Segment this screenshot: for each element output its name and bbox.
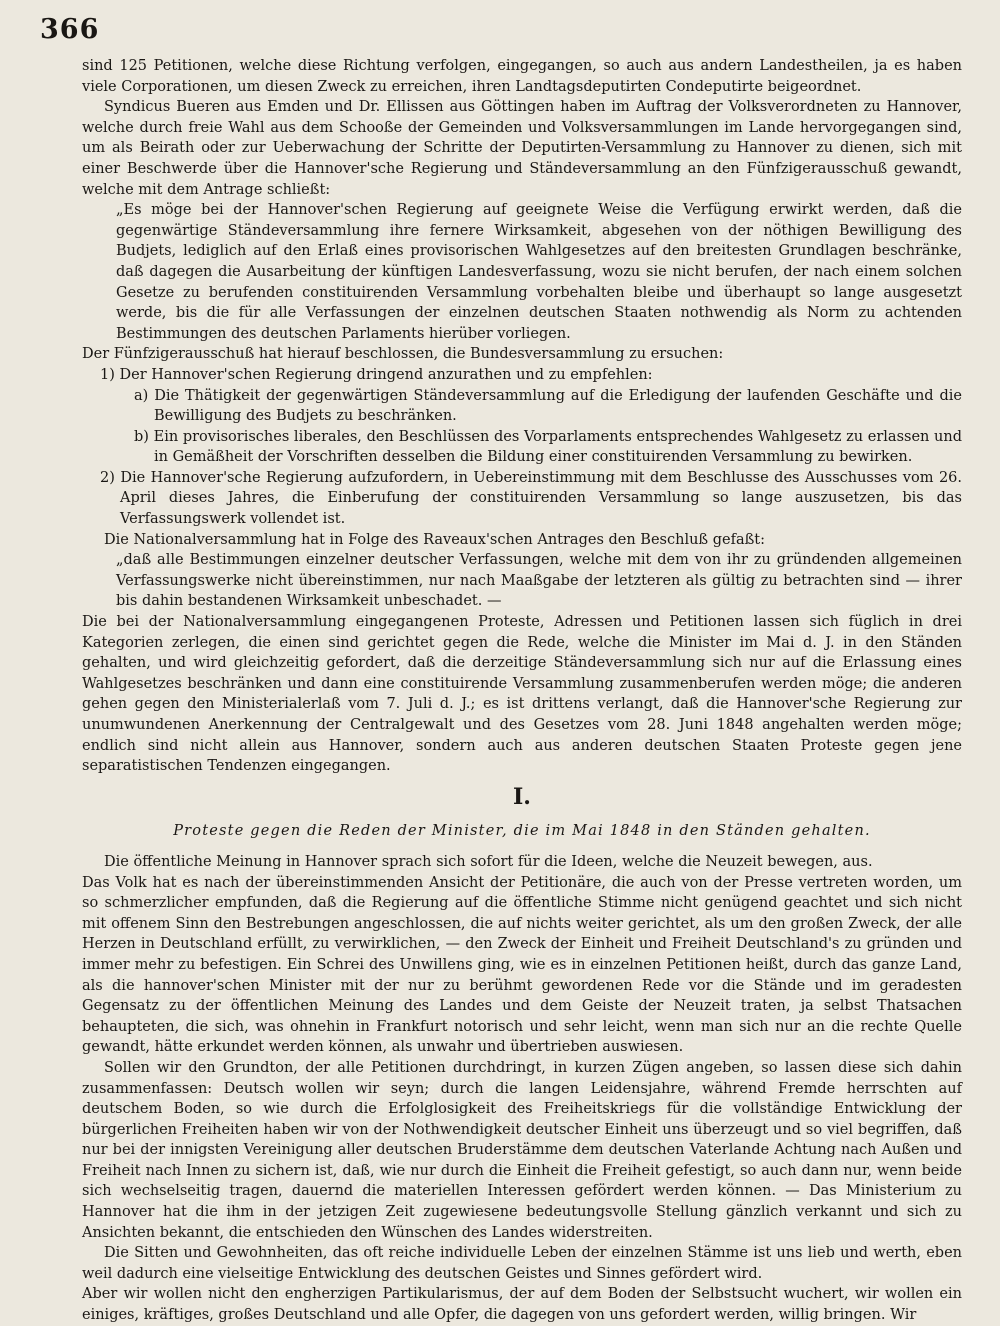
quote-motion: „Es möge bei der Hannover'schen Regierung auf geeignete Weise die Verfügung erwirkt werden, daß die gegenwärtige Ständeversammlung ihre fernere Wirksamkeit, abgesehen von der nöthigen Bewilligung des Budjets, lediglich auf den Erlaß eines provisorischen Wahlgesetzes auf den breitesten Grundlagen beschränke, daß dagegen die Ausarbeitung der künftigen Landesverfassung, wozu sie nicht berufen, der nach einem solchen Gesetze zu berufenden constituirenden Versammlung vorbehalten bleibe und überhaupt so lange ausgesetzt werde, bis die für alle Verfassungen der einzelnen deutschen Staaten nothwendig als Norm zu achtenden Bestimmungen des deutschen Parlaments hierüber vorliegen. (116, 202, 962, 342)
paragraph-continuation: sind 125 Petitionen, welche diese Richtung verfolgen, eingegangen, so auch aus andern Landestheilen, ja es haben viele Corporationen, um diesen Zweck zu erreichen, ihren Landtagsdeputirten Condeputirte beigeordnet. (82, 58, 962, 95)
body-text (82, 56, 962, 1326)
paragraph-closing: Aber wir wollen nicht den engherzigen Partikularismus, der auf dem Boden der Selbstsucht wuchert, wir wollen ein einiges, kräftiges, großes Deutschland und alle Opfer, die dagegen von uns gefordert werden, willig bringen. Wir (82, 1286, 962, 1324)
page-number: 366 (40, 14, 100, 45)
list-item-1b: b) Ein provisorisches liberales, den Beschlüssen des Vorparlaments entsprechendes Wahlgesetz zu erlassen und in Gemäßheit der Vorschriften desselben die Bildung einer constituirenden Versammlung zu bewirken. (134, 428, 962, 466)
list-item-1: 1) Der Hannover'schen Regierung dringend anzurathen und zu empfehlen: (100, 366, 653, 383)
quote-resolution: „daß alle Bestimmungen einzelner deutscher Verfassungen, welche mit dem von ihr zu gründenden allgemeinen Verfassungswerke nicht übereinstimmen, nur nach Maaßgabe der letzteren als gültig zu betrachten sind — ihrer bis dahin bestandenen Wirksamkeit unbeschadet. — (116, 552, 962, 610)
paragraph-committee-resolution: Der Fünfzigerausschuß hat hierauf beschlossen, die Bundesversammlung zu ersuchen: (82, 346, 724, 363)
paragraph-complaint: Syndicus Bueren aus Emden und Dr. Ellissen aus Göttingen haben im Auftrag der Volksverordneten zu Hannover, welche durch freie Wahl aus dem Schooße der Gemeinden und Volksversammlungen im Lande hervorgegangen sind, um als Beirath oder zur Ueberwachung der Schritte der Deputirten-Versammlung zu Hannover zu dienen, sich mit einer Beschwerde über die Hannover'sche Regierung und Ständeversammlung an den Fünfzigerausschuß gewandt, welche mit dem Antrage schließt: (82, 99, 962, 198)
paragraph-customs: Die Sitten und Gewohnheiten, das oft reiche individuelle Leben der einzelnen Stämme ist uns lieb und werth, eben weil dadurch eine vielseitige Entwicklung des deutschen Geistes und Sinnes gefördert wird. (82, 1245, 962, 1282)
paragraph-people: Das Volk hat es nach der übereinstimmenden Ansicht der Petitionäre, die auch von der Presse vertreten worden, um so schmerzlicher empfunden, daß die Regierung auf die öffentliche Stimme nicht genügend geachtet und sich nicht mit offenem Sinn den Bestrebungen angeschlossen, die auf nichts weiter gerichtet, als um den großen Zweck, der alle Herzen in Deutschland erfüllt, zu verwirklichen, — den Zweck der Einheit und Freiheit Deutschland's zu gründen und immer mehr zu befestigen. Ein Schrei des Unwillens ging, wie es in einzelnen Petitionen heißt, durch das ganze Land, als die hannover'schen Minister mit der nur zu berühmt gewordenen Rede vor die Stände und im geradesten Gegensatz zu der öffentlichen Meinung des Landes und dem Geiste der Neuzeit traten, ja selbst Thatsachen behaupteten, die sich, was ohnehin in Frankfurt notorisch und sehr leicht, wenn man sich nur an die rechte Quelle gewandt, hätte erkundet werden können, als unwahr und übertrieben auswiesen. (82, 874, 962, 1056)
paragraph-public-opinion: Die öffentliche Meinung in Hannover sprach sich sofort für die Ideen, welche die Neuzeit bewegen, aus. (104, 853, 873, 870)
paragraph-national-assembly: Die Nationalversammlung hat in Folge des Raveaux'schen Antrages den Beschluß gefaßt: (104, 531, 765, 548)
paragraph-categories: Die bei der Nationalversammlung eingegangenen Proteste, Adressen und Petitionen lassen sich füglich in drei Kategorien zerlegen, die einen sind gerichtet gegen die Rede, welche die Minister im Mai d. J. in den Ständen gehalten, und wird gleichzeitig gefordert, daß die derzeitige Ständeversammlung sich nur auf die Erlassung eines Wahlgesetzes beschränken und dann eine constituirende Versammlung zusammenberufen werden möge; die anderen gehen gegen den Ministerialerlaß vom 7. Juli d. J.; es ist drittens verlangt, daß die Hannover'sche Regierung zur unumwundenen Anerkennung der Centralgewalt und des Gesetzes vom 28. Juni 1848 angehalten werden möge; endlich sind nicht allein aus Hannover, sondern auch aus anderen deutschen Staaten Proteste gegen jene separatistischen Tendenzen eingegangen. (82, 614, 962, 775)
list-item-2: 2) Die Hannover'sche Regierung aufzufordern, in Uebereinstimmung mit dem Beschlusse des Ausschusses vom 26. April dieses Jahres, die Einberufung der constituirenden Versammlung so lange auszusetzen, bis das Verfassungswerk vollendet ist. (100, 469, 962, 528)
section-numeral: I. (513, 783, 531, 810)
paragraph-keynote: Sollen wir den Grundton, der alle Petitionen durchdringt, in kurzen Zügen angeben, so lassen diese sich dahin zusammenfassen: Deutsch wollen wir seyn; durch die langen Leidensjahre, während Fremde herrschten auf deutschem Boden, so wie durch die Erfolglosigkeit des Freiheitskriegs für die vollständige Entwicklung der bürgerlichen Freiheiten haben wir von der Nothwendigkeit deutscher Einheit uns überzeugt und so viel begriffen, daß nur bei der innigsten Vereinigung aller deutschen Bruderstämme dem deutschen Vaterlande Achtung nach Außen und Freiheit nach Innen zu sichern ist, daß, wie nur durch die Einheit die Freiheit gefestigt, so auch dann nur, wenn beide sich wechselseitig tragen, dauernd die materiellen Interessen gefördert werden können. — Das Ministerium zu Hannover hat die ihm in der jetzigen Zeit zugewiesene bedeutungsvolle Stellung gänzlich verkannt und sich zu Ansichten bekannt, die entschieden den Wünschen des Landes widerstreiten. (82, 1059, 962, 1241)
list-item-1a: a) Die Thätigkeit der gegenwärtigen Ständeversammlung auf die Erledigung der laufenden Geschäfte und die Bewilligung des Budjets zu beschränken. (134, 387, 962, 425)
section-heading: Proteste gegen die Reden der Minister, die im Mai 1848 in den Ständen gehalten. (173, 823, 871, 840)
